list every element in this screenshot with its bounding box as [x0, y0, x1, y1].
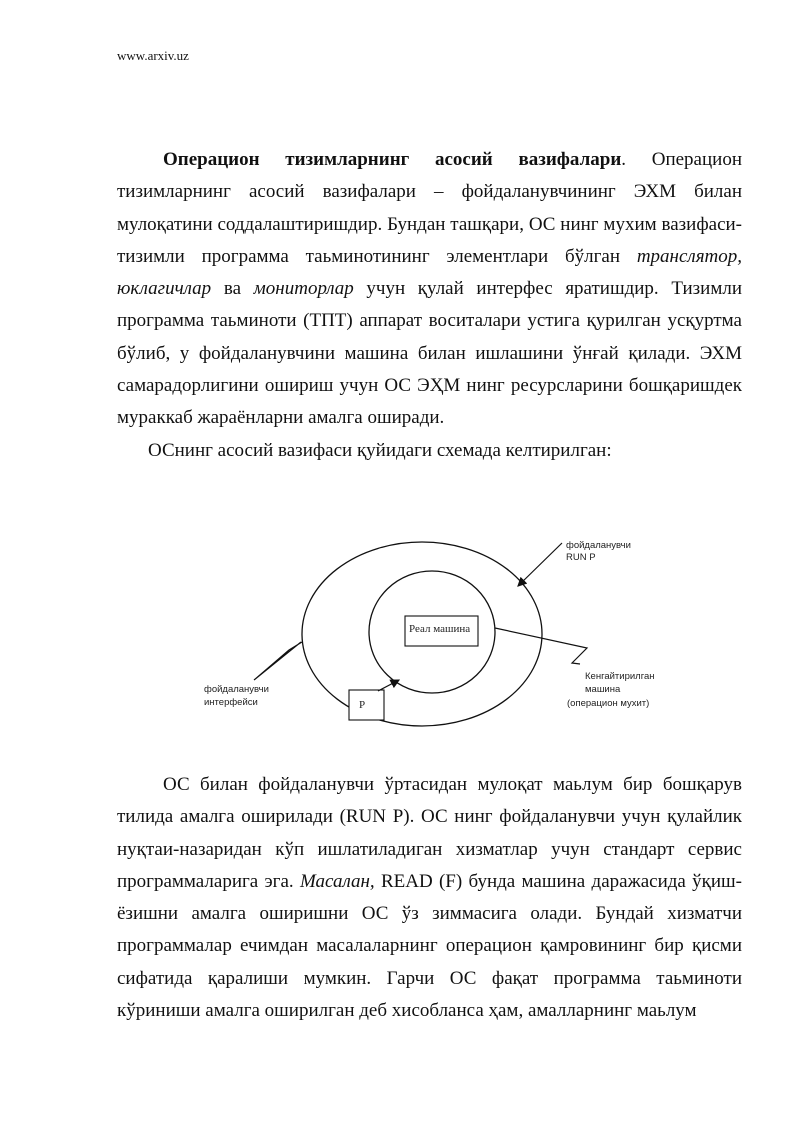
label-interface-line2: интерфейси [204, 697, 258, 708]
paragraph1-text-3: ва [211, 278, 254, 300]
label-extended-line1: Кенгайтирилган [585, 671, 655, 682]
label-extended-line3: (операцион мухит) [567, 698, 650, 709]
paragraph1-text-4: учун қулай интерфес яратишдир. Тизимли программа таьминоти (ТПТ) аппарат воситалари устига қурилган усқуртма бўлиб, у фойдаланувчини машина билан ишлашини ўнғай қилади. ЭХМ самарадорлигини ошириш учун ОС ЭҲМ нинг ресурсларини бошқаришдек мураккаб жараёнларни амалга оширади. [117, 278, 742, 429]
label-extended-line2: машина [585, 684, 621, 695]
label-user-run-line1: фойдаланувчи [566, 540, 631, 551]
p-box-label: P [359, 699, 366, 711]
term-translator: транслятор, [636, 245, 742, 267]
paragraph-os-functions [117, 144, 742, 435]
paragraph-os-user-interaction [117, 769, 742, 1027]
label-interface-line1: фойдаланувчи [204, 684, 269, 695]
os-diagram [0, 520, 800, 735]
paragraph-diagram-intro: ОСнинг асосий вазифаси қуйидаги схемада келтирилган: [148, 440, 612, 461]
paragraph1-text-1: Операцион тизимларнинг асосий вазифалари – фойдаланувчининг ЭХМ билан мулоқатини соддалаштиришдир. Бундан ташқари, ОС нинг мухим вазифаси- тизимли программа таьминотининг элементлари бўлган [117, 149, 742, 267]
label-user-run-line2: RUN P [566, 552, 596, 563]
run-p-arrow [518, 543, 562, 586]
site-header: www.arxiv.uz [117, 48, 189, 63]
paragraph3-text-1: ОС билан фойдаланувчи ўртасидан мулоқат маьлум бир бошқарув тилида амалга оширилади (RUN P). ОС нинг фойдаланувчи учун қулайлик нуқтаи-назаридан кўп ишлатиладиган хизматлар учун стандарт сервис программаларига эга. [117, 774, 742, 892]
real-machine-label: Реал машина [409, 623, 471, 635]
p-box [349, 690, 384, 720]
heading-period: . [621, 149, 627, 170]
paragraph3-text-2: READ (F) бунда машина даражасида ўқиш-ёзишни амалга оширишни ОС ўз зиммасига олади. Бундай хизматчи программалар ечимдан масалаларнинг операцион қамровининг бир қисми сифатида қаралиши мумкин. Гарчи ОС фақат программа таьминоти кўриниши амалга оширилган деб хисобланса ҳам, амалларнинг маьлум [117, 870, 742, 1022]
left-zigzag [254, 642, 302, 680]
example-word: Масалан, [299, 870, 375, 892]
term-monitors: мониторлар [253, 278, 354, 300]
section-heading: Операцион тизимларнинг асосий вазифалари [163, 149, 622, 170]
term-loaders: юклагичлар [117, 278, 212, 300]
p-to-inner-arrow [378, 680, 399, 691]
